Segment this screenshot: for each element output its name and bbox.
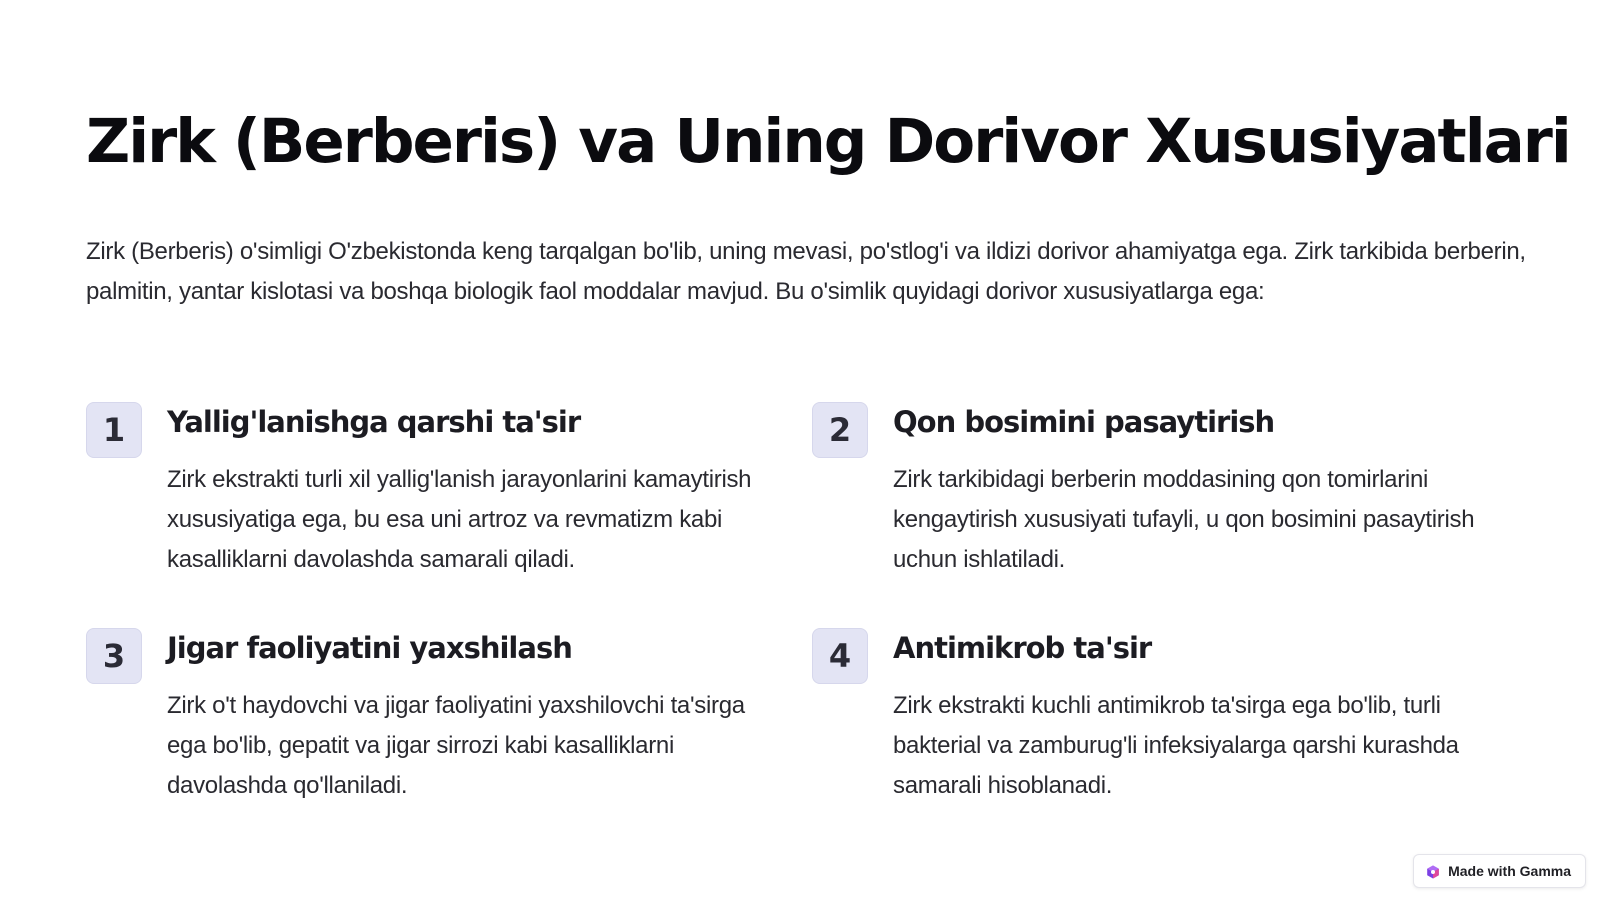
item-description: Zirk ekstrakti turli xil yallig'lanish jarayonlarini kamaytirish xususiyatiga ega, bu esa uni artroz va revmatizm kabi kasalliklarni davolashda samarali qiladi. (167, 466, 752, 573)
properties-grid (86, 402, 1526, 822)
item-number: 3 (102, 637, 126, 675)
badge-label: Made with Gamma (1448, 863, 1571, 879)
property-item-2 (812, 402, 1475, 592)
number-badge (812, 628, 868, 684)
intro-paragraph: Zirk (Berberis) o'simligi O'zbekistonda keng tarqalgan bo'lib, uning mevasi, po'stlog'i va ildizi dorivor ahamiyatga ega. Zirk tarkibida berberin, palmitin, yantar kislotasi va boshqa biologik faol moddalar mavjud. Bu o'simlik quyidagi dorivor xususiyatlarga ega: (86, 238, 1526, 305)
property-item-4 (812, 628, 1472, 818)
item-title: Jigar faoliyatini yaxshilash (167, 631, 572, 665)
page-title: Zirk (Berberis) va Uning Dorivor Xususiyatlari (86, 106, 1570, 177)
gamma-logo-icon (1426, 864, 1440, 878)
number-badge (812, 402, 868, 458)
number-badge (86, 628, 142, 684)
item-number: 1 (102, 411, 126, 449)
item-number: 2 (828, 411, 852, 449)
item-title: Qon bosimini pasaytirish (893, 405, 1275, 439)
property-item-1 (86, 402, 752, 592)
property-item-3 (86, 628, 746, 818)
made-with-gamma-badge[interactable] (1413, 854, 1586, 888)
number-badge (86, 402, 142, 458)
item-description: Zirk o't haydovchi va jigar faoliyatini yaxshilovchi ta'sirga ega bo'lib, gepatit va jigar sirrozi kabi kasalliklarni davolashda qo'llaniladi. (167, 692, 745, 799)
item-description: Zirk ekstrakti kuchli antimikrob ta'sirga ega bo'lib, turli bakterial va zamburug'li infeksiyalarga qarshi kurashda samarali hisoblanadi. (893, 692, 1459, 799)
item-description: Zirk tarkibidagi berberin moddasining qon tomirlarini kengaytirish xususiyati tufayli, u qon bosimini pasaytirish uchun ishlatiladi. (893, 466, 1475, 573)
item-title: Antimikrob ta'sir (893, 631, 1152, 665)
item-title: Yallig'lanishga qarshi ta'sir (167, 405, 581, 439)
item-number: 4 (828, 637, 852, 675)
